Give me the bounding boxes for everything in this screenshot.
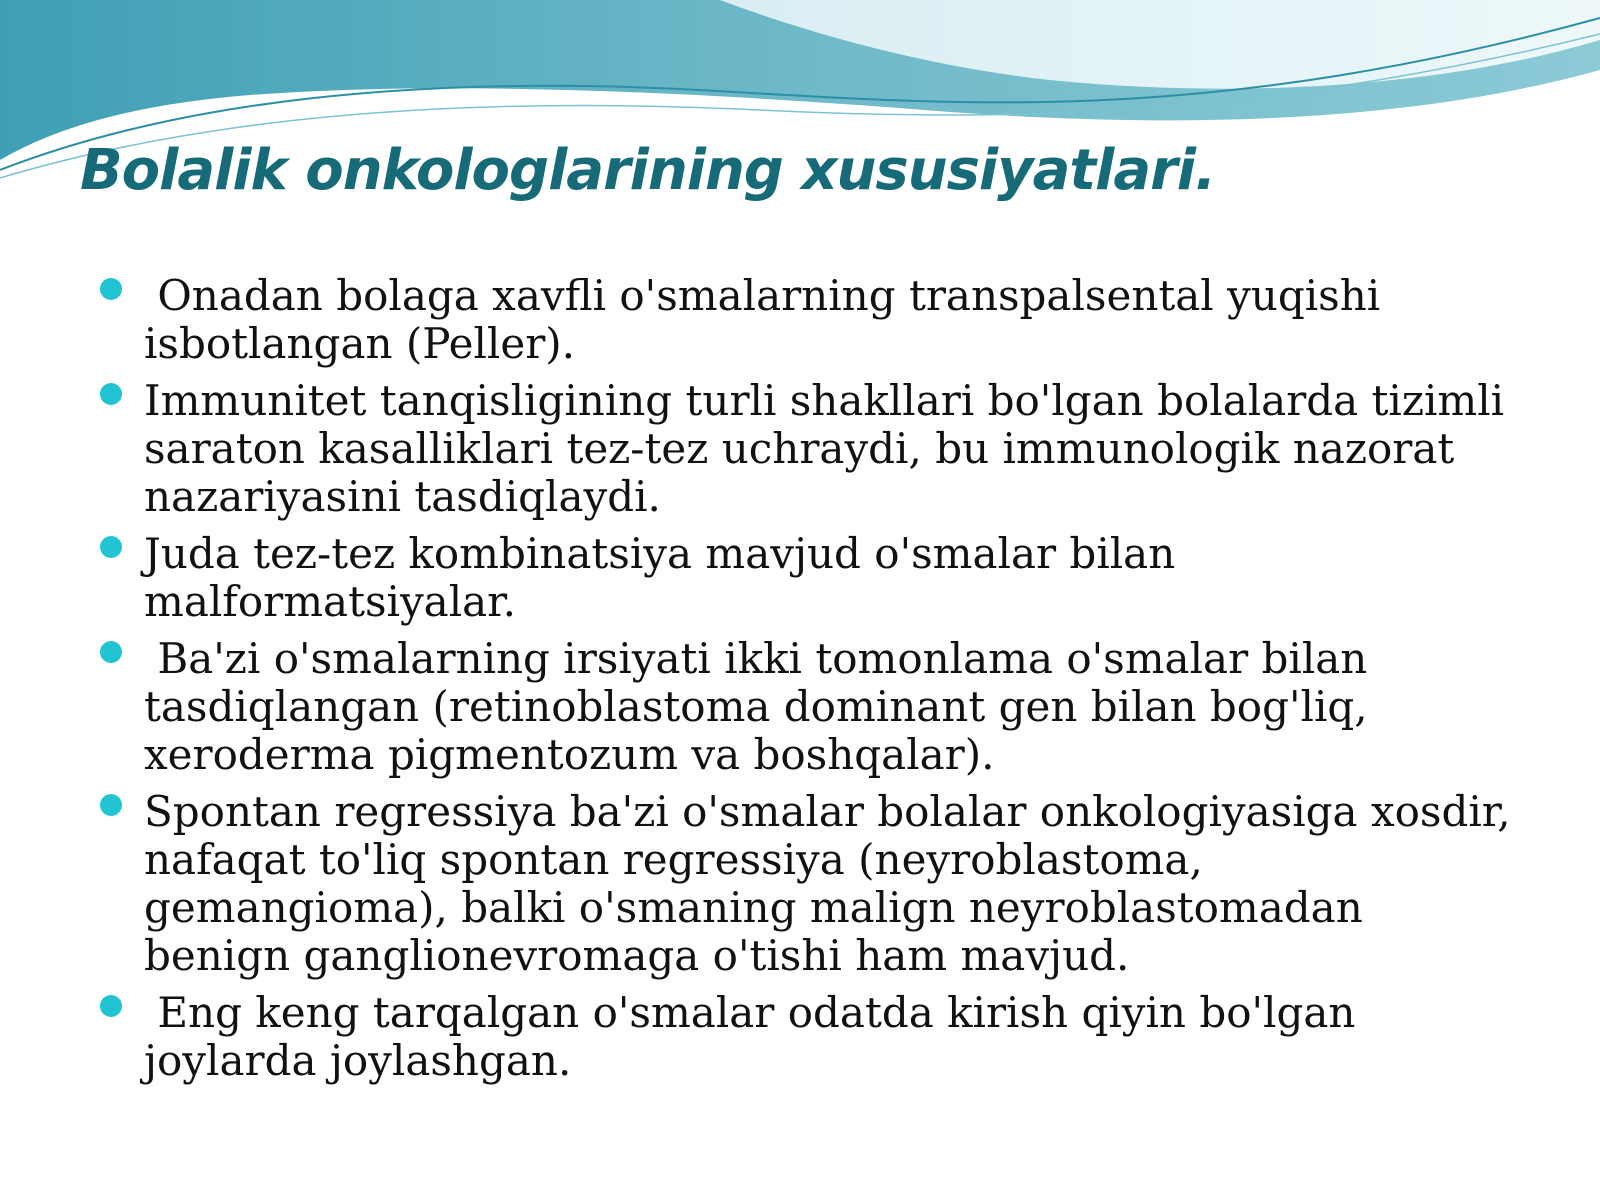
bullet-item	[96, 989, 1516, 1085]
bullet-list	[96, 271, 1524, 1094]
bullet-dot-icon	[100, 383, 122, 405]
bullet-dot-icon	[100, 995, 122, 1017]
slide-title: Bolalik onkologlarining xususiyatlari.	[80, 138, 1216, 203]
bullet-item	[96, 635, 1516, 779]
bullet-text: Juda tez-tez kombinatsiya mavjud o'smalar bilan malformatsiyalar.	[144, 529, 1189, 626]
bullet-item	[96, 272, 1516, 368]
bullet-item	[96, 530, 1516, 626]
bullet-text: Spontan regressiya ba'zi o'smalar bolalar onkologiyasiga xosdir, nafaqat to'liq spontan regressiya (neyroblastoma, gemangioma), balki o'smaning malign neyroblastomadan benign ganglionevromaga o'tishi ham mavjud.	[144, 787, 1524, 980]
bullet-text: Onadan bolaga xavfli o'smalarning transpalsental yuqishi isbotlangan (Peller).	[144, 271, 1394, 368]
bullet-text: Immunitet tanqisligining turli shakllari bo'lgan bolalarda tizimli saraton kasalliklari tez-tez uchraydi, bu immunologik nazorat nazariyasini tasdiqlaydi.	[144, 376, 1518, 521]
bullet-dot-icon	[100, 278, 122, 300]
bullet-item	[96, 377, 1516, 521]
bullet-item	[96, 787, 1524, 980]
bullet-dot-icon	[100, 794, 122, 816]
bullet-dot-icon	[100, 536, 122, 558]
bullet-text: Ba'zi o'smalarning irsiyati ikki tomonlama o'smalar bilan tasdiqlangan (retinoblastoma dominant gen bilan bog'liq, xeroderma pigmentozum va boshqalar).	[144, 634, 1381, 779]
bullet-text: Eng keng tarqalgan o'smalar odatda kirish qiyin bo'lgan joylarda joylashgan.	[144, 988, 1369, 1085]
bullet-dot-icon	[100, 641, 122, 663]
